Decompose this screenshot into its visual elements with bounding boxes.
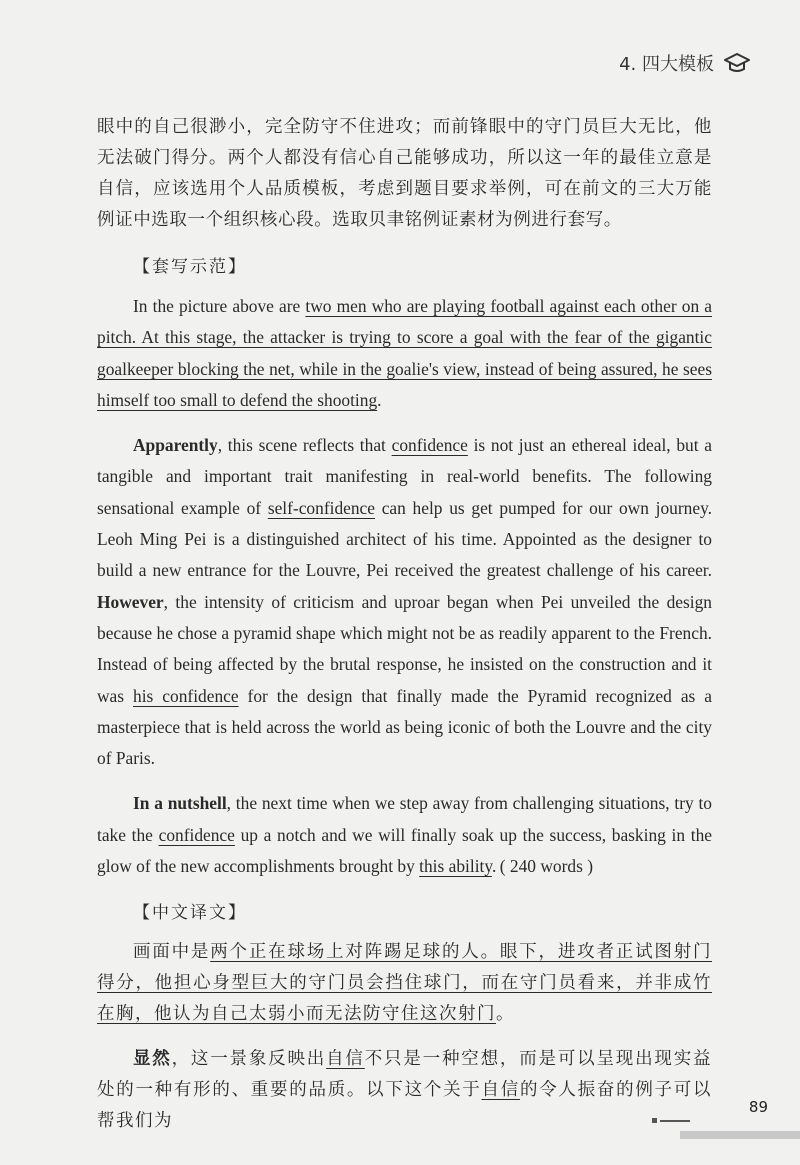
- bold-transition: In a nutshell: [133, 793, 227, 814]
- text-span: 的令人振奋的例子可以帮我们为: [97, 1080, 713, 1132]
- english-paragraph-3: [97, 788, 712, 882]
- footer-decoration: [680, 1131, 800, 1139]
- text-span: ，这一景象反映出: [171, 1049, 327, 1070]
- underlined-phrase: 两个正在球场上对阵踢足球的人。眼下，进攻者正试图射门得分，他担心身型巨大的守门员会挡住球门，而在守门员看来，并非成竹在胸，他认为自己太弱小而无法防守住这次射门: [97, 942, 713, 1025]
- translation-heading: 【中文译文】: [133, 903, 247, 924]
- text-span: 。: [496, 1004, 515, 1025]
- page-body: [97, 112, 712, 1137]
- section-title: 4. 四大模板: [619, 54, 714, 75]
- underlined-phrase: 自信: [481, 1080, 520, 1101]
- underlined-phrase: self-confidence: [267, 497, 375, 518]
- bold-transition: Apparently: [133, 435, 218, 456]
- english-paragraph-1: [97, 291, 712, 416]
- page-number: 89: [748, 1098, 768, 1116]
- bold-transition: However: [97, 591, 164, 612]
- text-span: up a notch and we will finally soak up the success, basking in the glow of the new accomplishments brought by: [97, 824, 712, 877]
- underlined-phrase: confidence: [158, 824, 235, 845]
- text-span: , the intensity of criticism and uproar began when Pei unveiled the design because he chose a pyramid shape which might not be as readily apparent to the French. Instead of being affected by the brutal response, he insisted on the construction and it was: [97, 591, 712, 706]
- intro-paragraph: 眼中的自己很渺小，完全防守不住进攻；而前锋眼中的守门员巨大无比，他无法破门得分。两个人都没有信心自己能够成功，所以这一年的最佳立意是自信，应该选用个人品质模板，考虑到题目要求举例，可在前文的三大万能例证中选取一个组织核心段。选取贝聿铭例证素材为例进行套写。: [97, 117, 712, 230]
- english-paragraph-2: [97, 430, 712, 774]
- underlined-phrase: his confidence: [133, 685, 239, 706]
- text-span: 画面中是: [133, 942, 211, 963]
- text-span: .: [377, 389, 382, 410]
- underlined-phrase: 自信: [326, 1049, 365, 1070]
- underlined-phrase: confidence: [391, 435, 468, 456]
- text-span: for the design that finally made the Pyramid recognized as a masterpiece that is held across the world as being iconic of both the Louvre and the city of Paris.: [97, 685, 712, 769]
- chinese-paragraph-2: [97, 1044, 712, 1137]
- text-span: . ( 240 words ): [491, 856, 593, 877]
- chinese-paragraph-1: [97, 937, 712, 1030]
- footer-decoration: [660, 1120, 690, 1122]
- text-span: , this scene reflects that: [217, 435, 392, 456]
- footer-decoration: [652, 1118, 657, 1123]
- page-header: [619, 50, 750, 76]
- underlined-phrase: two men who are playing football against each other on a pitch. At this stage, the attacker is trying to score a goal with the fear of the gigantic goalkeeper blocking the net, while in the goalie's view, instead of being assured, he sees himself too small to defend the shooting: [97, 296, 712, 410]
- text-span: In the picture above are: [133, 296, 306, 316]
- demo-heading: 【套写示范】: [133, 257, 247, 277]
- text-span: can help us get pumped for our own journey. Leoh Ming Pei is a distinguished architect of his time. Appointed as the designer to build a new entrance for the Louvre, Pei received the greatest challenge of his career.: [97, 497, 712, 581]
- bold-transition: 显然: [133, 1049, 172, 1070]
- text-span: 不只是一种空想，而是可以呈现出现实益处的一种有形的、重要的品质。以下这个关于: [97, 1049, 713, 1101]
- graduation-cap-icon: [724, 52, 750, 74]
- text-span: , the next time when we step away from challenging situations, try to take the: [97, 793, 712, 845]
- text-span: is not just an ethereal ideal, but a tangible and important trait manifesting in real-world benefits. The following sensational example of: [97, 435, 712, 518]
- underlined-phrase: this ability: [419, 856, 492, 877]
